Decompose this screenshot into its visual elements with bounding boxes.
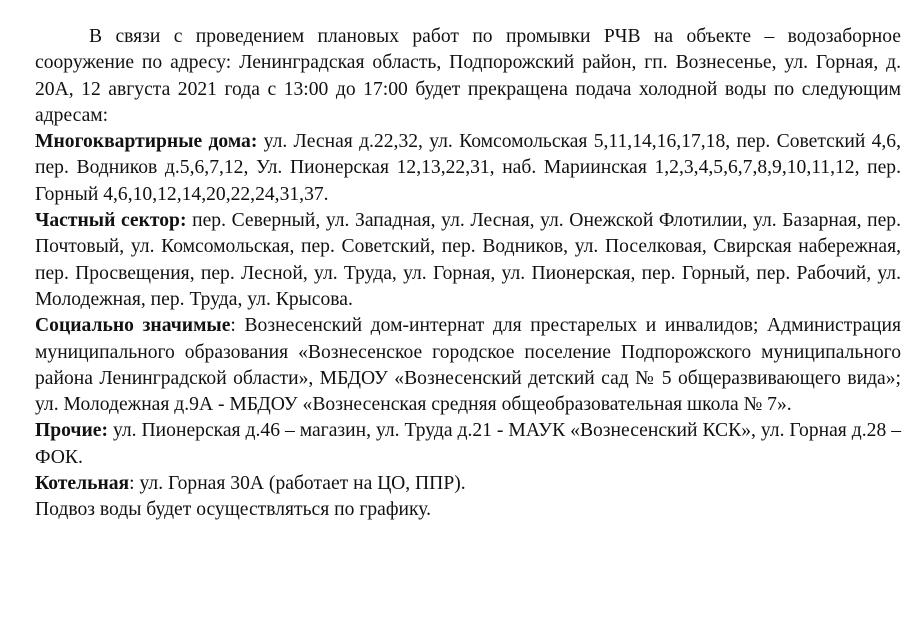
apartment-buildings-label: Многоквартирные дома: <box>35 131 258 153</box>
other-paragraph <box>35 418 901 471</box>
private-sector-paragraph <box>35 208 901 313</box>
boiler-room-text: : ул. Горная 30А (работает на ЦО, ППР). <box>129 473 466 495</box>
other-text: ул. Пионерская д.46 – магазин, ул. Труда д.21 - МАУК «Вознесенский КСК», ул. Горная д.28 – ФОК. <box>35 420 901 468</box>
intro-paragraph: В связи с проведением плановых работ по промывки РЧВ на объекте – водозаборное сооружение по адресу: Ленинградская область, Подпорожский район, гп. Вознесенье, ул. Горная, д. 20А, 12 августа 2021 года с 13:00 до 17:00 будет прекращена подача холодной воды по следующим адресам: <box>35 26 901 126</box>
socially-significant-text: : Вознесенский дом-интернат для престарелых и инвалидов; Администрация муниципального образования «Вознесенское городское поселение Подпорожского муниципального района Ленинградской области», МБДОУ «Вознесенский детский сад № 5 общеразвивающего вида»; ул. Молодежная д.9А - МБДОУ «Вознесенская средняя общеобразовательная школа № 7». <box>35 315 901 416</box>
footer-paragraph: Подвоз воды будет осуществляться по графику. <box>35 499 432 521</box>
private-sector-text: пер. Северный, ул. Западная, ул. Лесная, ул. Онежской Флотилии, ул. Базарная, пер. Почтовый, ул. Комсомольская, пер. Советский, пер. Водников, ул. Поселковая, Свирская набережная, пер. Просвещения, пер. Лесной, ул. Труда, ул. Горная, ул. Пионерская, пер. Горный, пер. Рабочий, ул. Молодежная, пер. Труда, ул. Крысова. <box>35 210 901 310</box>
boiler-room-paragraph <box>35 471 901 497</box>
boiler-room-label: Котельная <box>35 473 130 495</box>
apartment-buildings-text: ул. Лесная д.22,32, ул. Комсомольская 5,11,14,16,17,18, пер. Советский 4,6, пер. Водников д.5,6,7,12, Ул. Пионерская 12,13,22,31, наб. Мариинская 1,2,3,4,5,6,7,8,9,10,11,12, пер. Горный 4,6,10,12,14,20,22,24,31,37. <box>35 131 901 205</box>
private-sector-label: Частный сектор: <box>35 210 187 232</box>
apartment-buildings-paragraph <box>35 129 901 208</box>
notice-document <box>35 24 901 524</box>
socially-significant-label: Социально значимые <box>35 315 231 337</box>
socially-significant-paragraph <box>35 313 901 418</box>
other-label: Прочие: <box>35 420 108 442</box>
